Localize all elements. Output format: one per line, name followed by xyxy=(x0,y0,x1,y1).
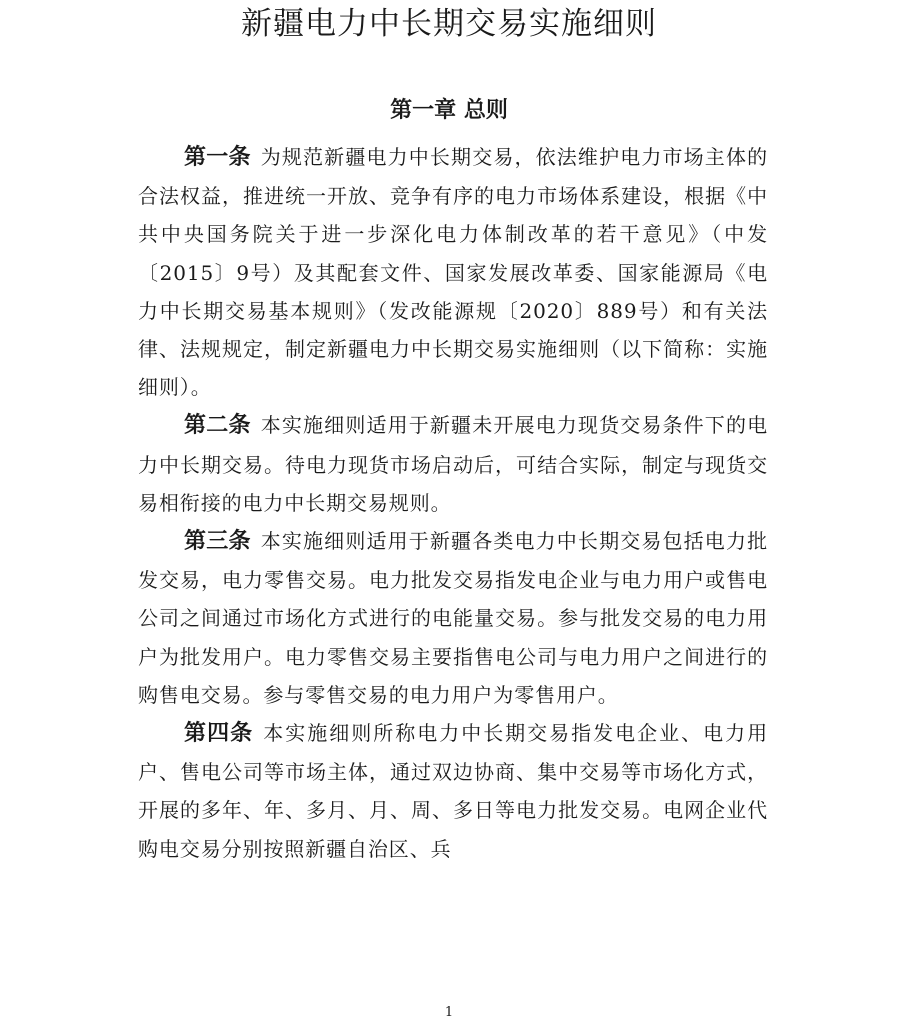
article-number: 第三条 xyxy=(184,529,251,555)
article-text: 本实施细则适用于新疆各类电力中长期交易包括电力批发交易，电力零售交易。电力批发交易指发电企业与电力用户或售电公司之间通过市场化方式进行的电能量交易。参与批发交易的电力用户为批发用户。电力零售交易主要指售电公司与电力用户之间进行的购售电交易。参与零售交易的电力用户为零售用户。 xyxy=(138,529,768,707)
document-body xyxy=(138,138,768,868)
page-number: 1 xyxy=(444,1005,454,1020)
chapter-title: 第一章 总则 xyxy=(390,98,508,123)
article-number: 第二条 xyxy=(184,413,251,439)
article-number: 第一条 xyxy=(184,145,251,170)
article-number: 第四条 xyxy=(184,721,254,747)
article-3 xyxy=(138,522,768,714)
document-title: 新疆电力中长期交易实施细则 xyxy=(241,6,657,42)
article-text: 本实施细则所称电力中长期交易指发电企业、电力用户、售电公司等市场主体，通过双边协商、集中交易等市场化方式，开展的多年、年、多月、月、周、多日等电力批发交易。电网企业代购电交易分别按照新疆自治区、兵 xyxy=(138,721,768,861)
article-1 xyxy=(138,138,768,406)
article-2 xyxy=(138,406,768,522)
article-4 xyxy=(138,714,768,868)
article-text: 本实施细则适用于新疆未开展电力现货交易条件下的电力中长期交易。待电力现货市场启动后，可结合实际，制定与现货交易相衔接的电力中长期交易规则。 xyxy=(138,413,768,515)
article-text: 为规范新疆电力中长期交易，依法维护电力市场主体的合法权益，推进统一开放、竞争有序的电力市场体系建设，根据《中共中央国务院关于进一步深化电力体制改革的若干意见》（中发〔2015〕9号）及其配套文件、国家发展改革委、国家能源局《电力中长期交易基本规则》（发改能源规〔2020〕889号）和有关法律、法规规定，制定新疆电力中长期交易实施细则（以下简称：实施细则）。 xyxy=(138,145,768,400)
